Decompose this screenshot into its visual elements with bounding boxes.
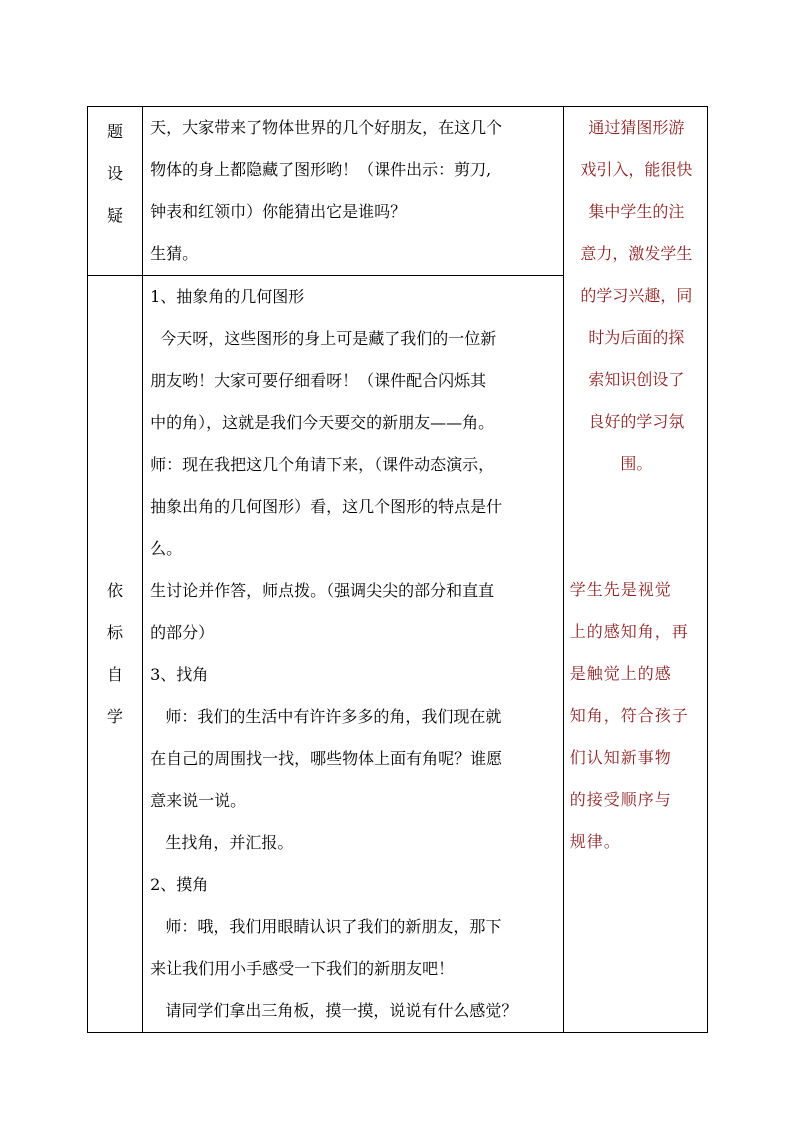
note-line: 的接受顺序与 (569, 790, 672, 809)
note-line: 是触觉上的感 (569, 664, 672, 683)
content-line: 在自己的周围找一找，哪些物体上面有角呢？谁愿 (150, 749, 503, 768)
content-line: 钟表和红领巾）你能猜出它是谁吗？ (150, 202, 407, 221)
stage-char: 标 (107, 623, 124, 642)
note-line: 通过猜图形游 (588, 118, 685, 137)
stage-char: 自 (107, 665, 124, 684)
content-line: 1、抽象角的几何图形 (150, 287, 305, 306)
note-line: 意力，激发学生 (580, 244, 693, 263)
content-line: 师：哦，我们用眼睛认识了我们的新朋友，那下 (150, 917, 502, 936)
lesson-plan-table (87, 106, 708, 1033)
stage-char: 疑 (107, 206, 124, 225)
content-line: 么。 (150, 539, 183, 558)
stage-cell (88, 107, 143, 276)
table-row (88, 107, 708, 276)
note-line: 索知识创设了 (588, 370, 685, 389)
content-line: 生猜。 (150, 244, 199, 263)
note-line: 上的感知角，再 (569, 622, 689, 641)
note-line: 时为后面的探 (588, 328, 685, 347)
content-line: 朋友哟！大家可要仔细看呀！（课件配合闪烁其 (150, 371, 487, 390)
note-line: 规律。 (569, 832, 621, 851)
note-line: 们认知新事物 (569, 748, 672, 767)
stage-char: 学 (107, 707, 124, 726)
stage-char: 题 (107, 122, 124, 141)
note-line: 的学习兴趣，同 (580, 286, 693, 305)
content-line: 生找角，并汇报。 (150, 833, 294, 852)
content-line: 请同学们拿出三角板，摸一摸，说说有什么感觉？ (150, 1001, 518, 1020)
content-cell (143, 107, 564, 276)
content-line: 意来说一说。 (150, 791, 247, 810)
content-line: 师：现在我把这几个角请下来，（课件动态演示， (150, 455, 495, 474)
stage-char: 设 (107, 164, 124, 183)
note-line: 戏引入，能很快 (580, 160, 693, 179)
content-line: 2、摸角 (150, 875, 209, 894)
content-line: 抽象出角的几何图形）看，这几个图形的特点是什 (150, 497, 503, 516)
content-line: 天，大家带来了物体世界的几个好朋友，在这几个 (150, 118, 503, 137)
content-line: 来让我们用小手感受一下我们的新朋友吧！ (150, 959, 455, 978)
stage-char: 依 (107, 581, 124, 600)
note-line: 良好的学习氛 (588, 412, 685, 431)
content-line: 生讨论并作答，师点拨。（强调尖尖的部分和直直 (150, 581, 495, 600)
content-cell (143, 276, 564, 1033)
content-line: 师：我们的生活中有许许多多的角，我们现在就 (150, 707, 502, 726)
note-line: 集中学生的注 (588, 202, 685, 221)
design-notes-cell (563, 107, 707, 1033)
content-line: 中的角），这就是我们今天要交的新朋友——角。 (150, 413, 495, 432)
note-line: 学生先是视觉 (569, 580, 672, 599)
content-line: 物体的身上都隐藏了图形哟！（课件出示：剪刀, (150, 160, 492, 179)
note-line: 围。 (620, 454, 653, 473)
stage-cell (88, 276, 143, 1033)
note-line: 知角，符合孩子 (569, 706, 689, 725)
content-line: 3、找角 (150, 665, 209, 684)
content-line: 今天呀，这些图形的身上可是藏了我们的一位新 (150, 329, 497, 348)
content-line: 的部分） (150, 623, 215, 642)
